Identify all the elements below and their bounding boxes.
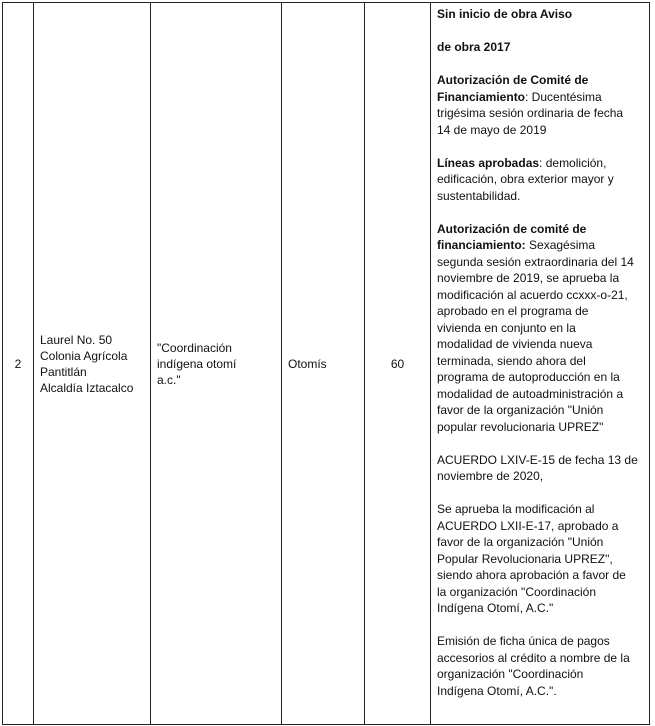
address-cell [34, 3, 151, 725]
description-line: ACUERDO LXIV-E-15 de fecha 13 de [437, 452, 638, 467]
agreement-paragraph [437, 452, 645, 485]
description-status [437, 6, 645, 23]
address-line: Colonia Agrícola [40, 348, 128, 363]
description-line [437, 237, 645, 254]
description-bold: financiamiento: [437, 238, 526, 252]
quantity: 60 [390, 356, 405, 371]
description-line: segunda sesión extraordinaria del 14 [437, 254, 634, 269]
description-line: edificación, obra exterior mayor y [437, 172, 614, 186]
description-text: : Ducentésima [525, 89, 602, 104]
description-line: favor de la organización "Unión [437, 403, 604, 417]
description-line: la organización "Coordinación [437, 584, 597, 599]
description-line: Indígena Otomí, A.C." [437, 601, 554, 615]
description-bold: Financiamiento [437, 89, 526, 104]
description-line: Sin inicio de obra Aviso [437, 7, 573, 21]
modification-paragraph [437, 501, 645, 617]
description-line: siendo ahora aprobación a favor de [437, 568, 626, 582]
address-line: Laurel No. 50 [40, 332, 113, 347]
row-number-cell [3, 3, 34, 725]
description-line: noviembre de 2019, se aprueba la [437, 271, 620, 285]
description-line: favor de la organización "Unión [437, 535, 604, 549]
ethnic-group: Otomís [288, 356, 327, 371]
payment-slip-paragraph [437, 633, 645, 699]
description-line: popular revolucionaria UPREZ" [437, 419, 604, 434]
organization-lines [157, 340, 277, 388]
description-line: modalidad de vivienda nueva [437, 337, 593, 351]
description-line: trigésima sesión ordinaria de fecha [437, 106, 624, 120]
quantity-cell [365, 3, 431, 725]
organization-line: indígena otomí [157, 356, 237, 371]
organization-line: a.c." [157, 372, 181, 387]
approved-lines-paragraph [437, 155, 645, 205]
description-line: organización "Coordinación [437, 667, 584, 681]
description-line: ACUERDO LXII-E-17, aprobado a [437, 518, 619, 533]
ethnic-group-cell [282, 3, 365, 725]
description-text: Sexagésima [525, 238, 596, 252]
description-line: modificación al acuerdo ccxxx-o-21, [437, 287, 628, 302]
committee-authorization-paragraph [437, 72, 645, 138]
row-number: 2 [14, 356, 22, 371]
description-line: Autorización de comité de [437, 221, 587, 236]
address-line: Alcaldía Iztacalco [40, 380, 134, 395]
description-line: vivienda en conjunto en la [437, 320, 576, 335]
description-line: sustentabilidad. [437, 188, 521, 203]
description-line: Se aprueba la modificación al [437, 502, 595, 516]
description-line: Indígena Otomí, A.C.". [437, 683, 557, 698]
description-notice-year [437, 39, 645, 56]
description-line: Emisión de ficha única de pagos [437, 634, 610, 648]
description-line: terminada, siendo ahora del [437, 353, 586, 368]
description-line [437, 89, 645, 106]
description-line: modalidad de autoadministración a [437, 386, 624, 401]
financing-authorization-paragraph [437, 221, 645, 436]
description-line: 14 de mayo de 2019 [437, 122, 547, 137]
description-line: Popular Revolucionaria UPREZ", [437, 551, 613, 566]
description-line: noviembre de 2020, [437, 469, 544, 483]
description-line: programa de autoproducción en la [437, 370, 620, 384]
address-line: Pantitlán [40, 364, 87, 379]
description-text: : demolición, [539, 155, 607, 170]
description-line: de obra 2017 [437, 40, 511, 54]
housing-table [2, 2, 650, 725]
address-lines [40, 332, 148, 396]
description-line: Autorización de Comité de [437, 73, 589, 87]
table-row [3, 3, 650, 725]
organization-cell [151, 3, 282, 725]
description-line: accesorios al crédito a nombre de la [437, 650, 630, 665]
description-line [437, 155, 645, 172]
description-line: aprobado en el programa de [437, 304, 589, 318]
organization-line: "Coordinación [157, 340, 232, 355]
description-bold: Líneas aprobadas [437, 155, 540, 170]
description-cell [431, 3, 650, 725]
